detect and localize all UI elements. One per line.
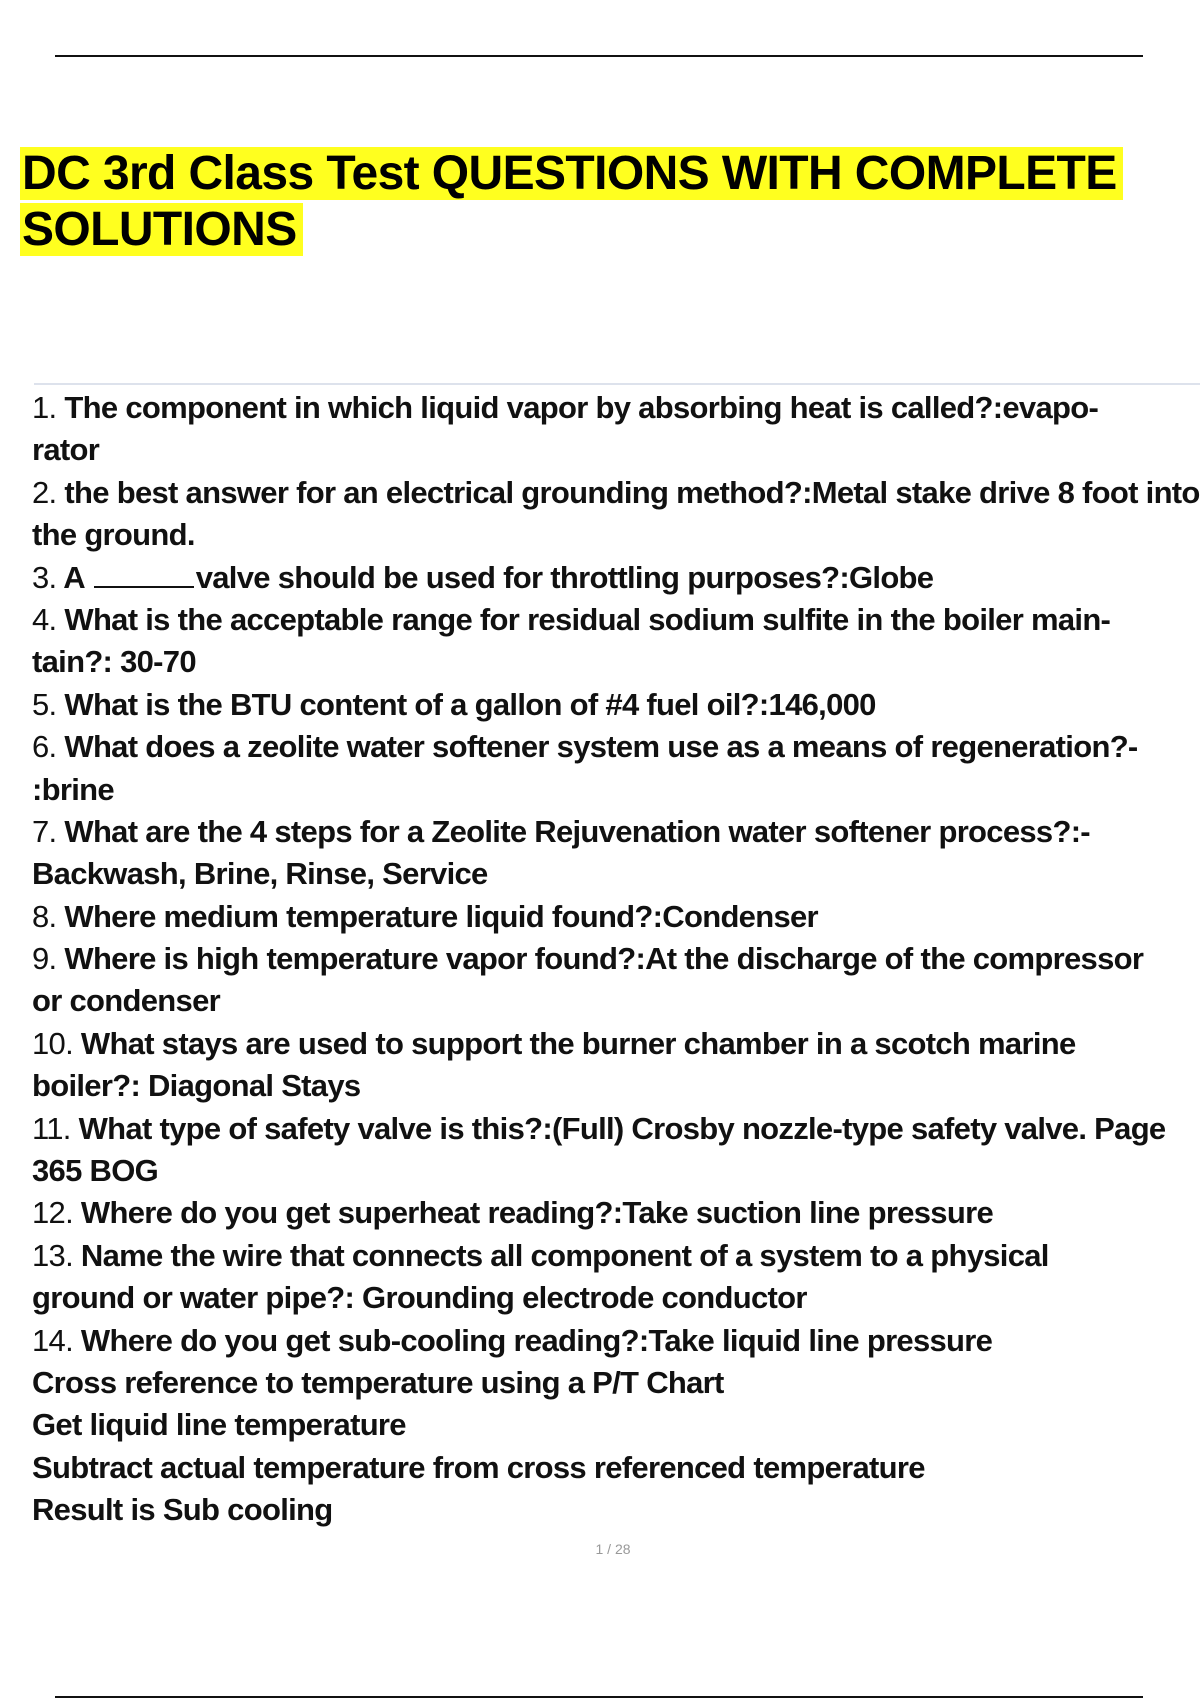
- question-number: 13.: [32, 1237, 73, 1273]
- question-number: 10.: [32, 1025, 73, 1061]
- page-indicator: 1 / 28: [595, 1541, 631, 1557]
- question-number: 7.: [32, 813, 57, 849]
- question-12-line-1: [32, 1192, 1182, 1234]
- question-text: Name the wire that connects all component of a system to a physical: [80, 1237, 1049, 1273]
- question-14-line-1: [32, 1320, 1182, 1362]
- question-10-line-2: boiler?: Diagonal Stays: [32, 1068, 361, 1104]
- question-3-line-1: [32, 557, 1182, 599]
- fill-in-blank: [94, 560, 194, 588]
- question-14-line-2: Cross reference to temperature using a P/T Chart: [32, 1364, 724, 1400]
- question-number: 4.: [32, 601, 57, 637]
- question-number: 9.: [32, 941, 57, 977]
- question-14-line-4: Subtract actual temperature from cross referenced temperature: [32, 1449, 925, 1485]
- question-text: Where is high temperature vapor found?:At the discharge of the compressor: [64, 941, 1144, 977]
- question-text: The component in which liquid vapor by absorbing heat is called?:evapo-: [64, 390, 1099, 425]
- question-9-line-2: or condenser: [32, 983, 220, 1019]
- question-number: 11.: [32, 1110, 71, 1146]
- question-14-line-5: Result is Sub cooling: [32, 1492, 333, 1528]
- question-text: What is the acceptable range for residual sodium sulfite in the boiler main-: [64, 601, 1111, 637]
- question-number: 1.: [32, 390, 57, 425]
- question-text-pre: A: [63, 559, 84, 595]
- question-6-line-2: :brine: [32, 771, 114, 807]
- title-line-1: DC 3rd Class Test QUESTIONS WITH COMPLETE: [20, 147, 1123, 200]
- question-7-line-1: [32, 811, 1182, 853]
- question-8-line-1: [32, 896, 1182, 938]
- document-title: [20, 146, 1180, 258]
- question-4-line-1: [32, 599, 1182, 641]
- question-text: Where do you get sub-cooling reading?:Take liquid line pressure: [80, 1322, 993, 1358]
- question-6-line-1: [32, 726, 1182, 768]
- question-2-line-2: the ground.: [32, 517, 195, 553]
- question-text: What stays are used to support the burner chamber in a scotch marine: [80, 1025, 1076, 1061]
- question-number: 12.: [32, 1195, 73, 1231]
- question-text: Where medium temperature liquid found?:Condenser: [64, 898, 818, 934]
- question-text-post: valve should be used for throttling purposes?:Globe: [195, 559, 934, 595]
- question-1-line-2: rator: [32, 432, 100, 468]
- question-1-line-1: [32, 387, 1182, 429]
- question-number: 3.: [32, 559, 57, 595]
- question-number: 6.: [32, 729, 57, 765]
- question-9-line-1: [32, 938, 1182, 980]
- question-11-line-1: [32, 1108, 1182, 1150]
- title-line-2: SOLUTIONS: [20, 203, 303, 256]
- question-14-line-3: Get liquid line temperature: [32, 1407, 406, 1443]
- question-number: 2.: [32, 474, 57, 510]
- question-2-line-1: [32, 472, 1200, 514]
- question-text: What are the 4 steps for a Zeolite Rejuvenation water softener process?:-: [64, 813, 1090, 849]
- question-text: the best answer for an electrical grounding method?:Metal stake drive 8 foot into: [64, 474, 1200, 510]
- question-13-line-2: ground or water pipe?: Grounding electrode conductor: [32, 1280, 807, 1316]
- question-number: 14.: [32, 1322, 73, 1358]
- question-text: Where do you get superheat reading?:Take suction line pressure: [80, 1195, 993, 1231]
- question-list: [32, 387, 1200, 1532]
- question-number: 5.: [32, 686, 57, 722]
- question-text: What is the BTU content of a gallon of #4 fuel oil?:146,000: [64, 686, 876, 722]
- question-number: 8.: [32, 898, 57, 934]
- question-10-line-1: [32, 1023, 1182, 1065]
- bottom-rule: [55, 1696, 1143, 1698]
- section-divider: [34, 383, 1200, 385]
- question-11-line-2: 365 BOG: [32, 1153, 159, 1189]
- question-7-line-2: Backwash, Brine, Rinse, Service: [32, 856, 488, 892]
- question-4-line-2: tain?: 30-70: [32, 644, 196, 680]
- question-text: What type of safety valve is this?:(Full) Crosby nozzle-type safety valve. Page: [78, 1110, 1166, 1146]
- question-13-line-1: [32, 1235, 1182, 1277]
- question-5-line-1: [32, 684, 1182, 726]
- top-rule: [55, 55, 1143, 57]
- question-text: What does a zeolite water softener system use as a means of regeneration?-: [64, 729, 1138, 765]
